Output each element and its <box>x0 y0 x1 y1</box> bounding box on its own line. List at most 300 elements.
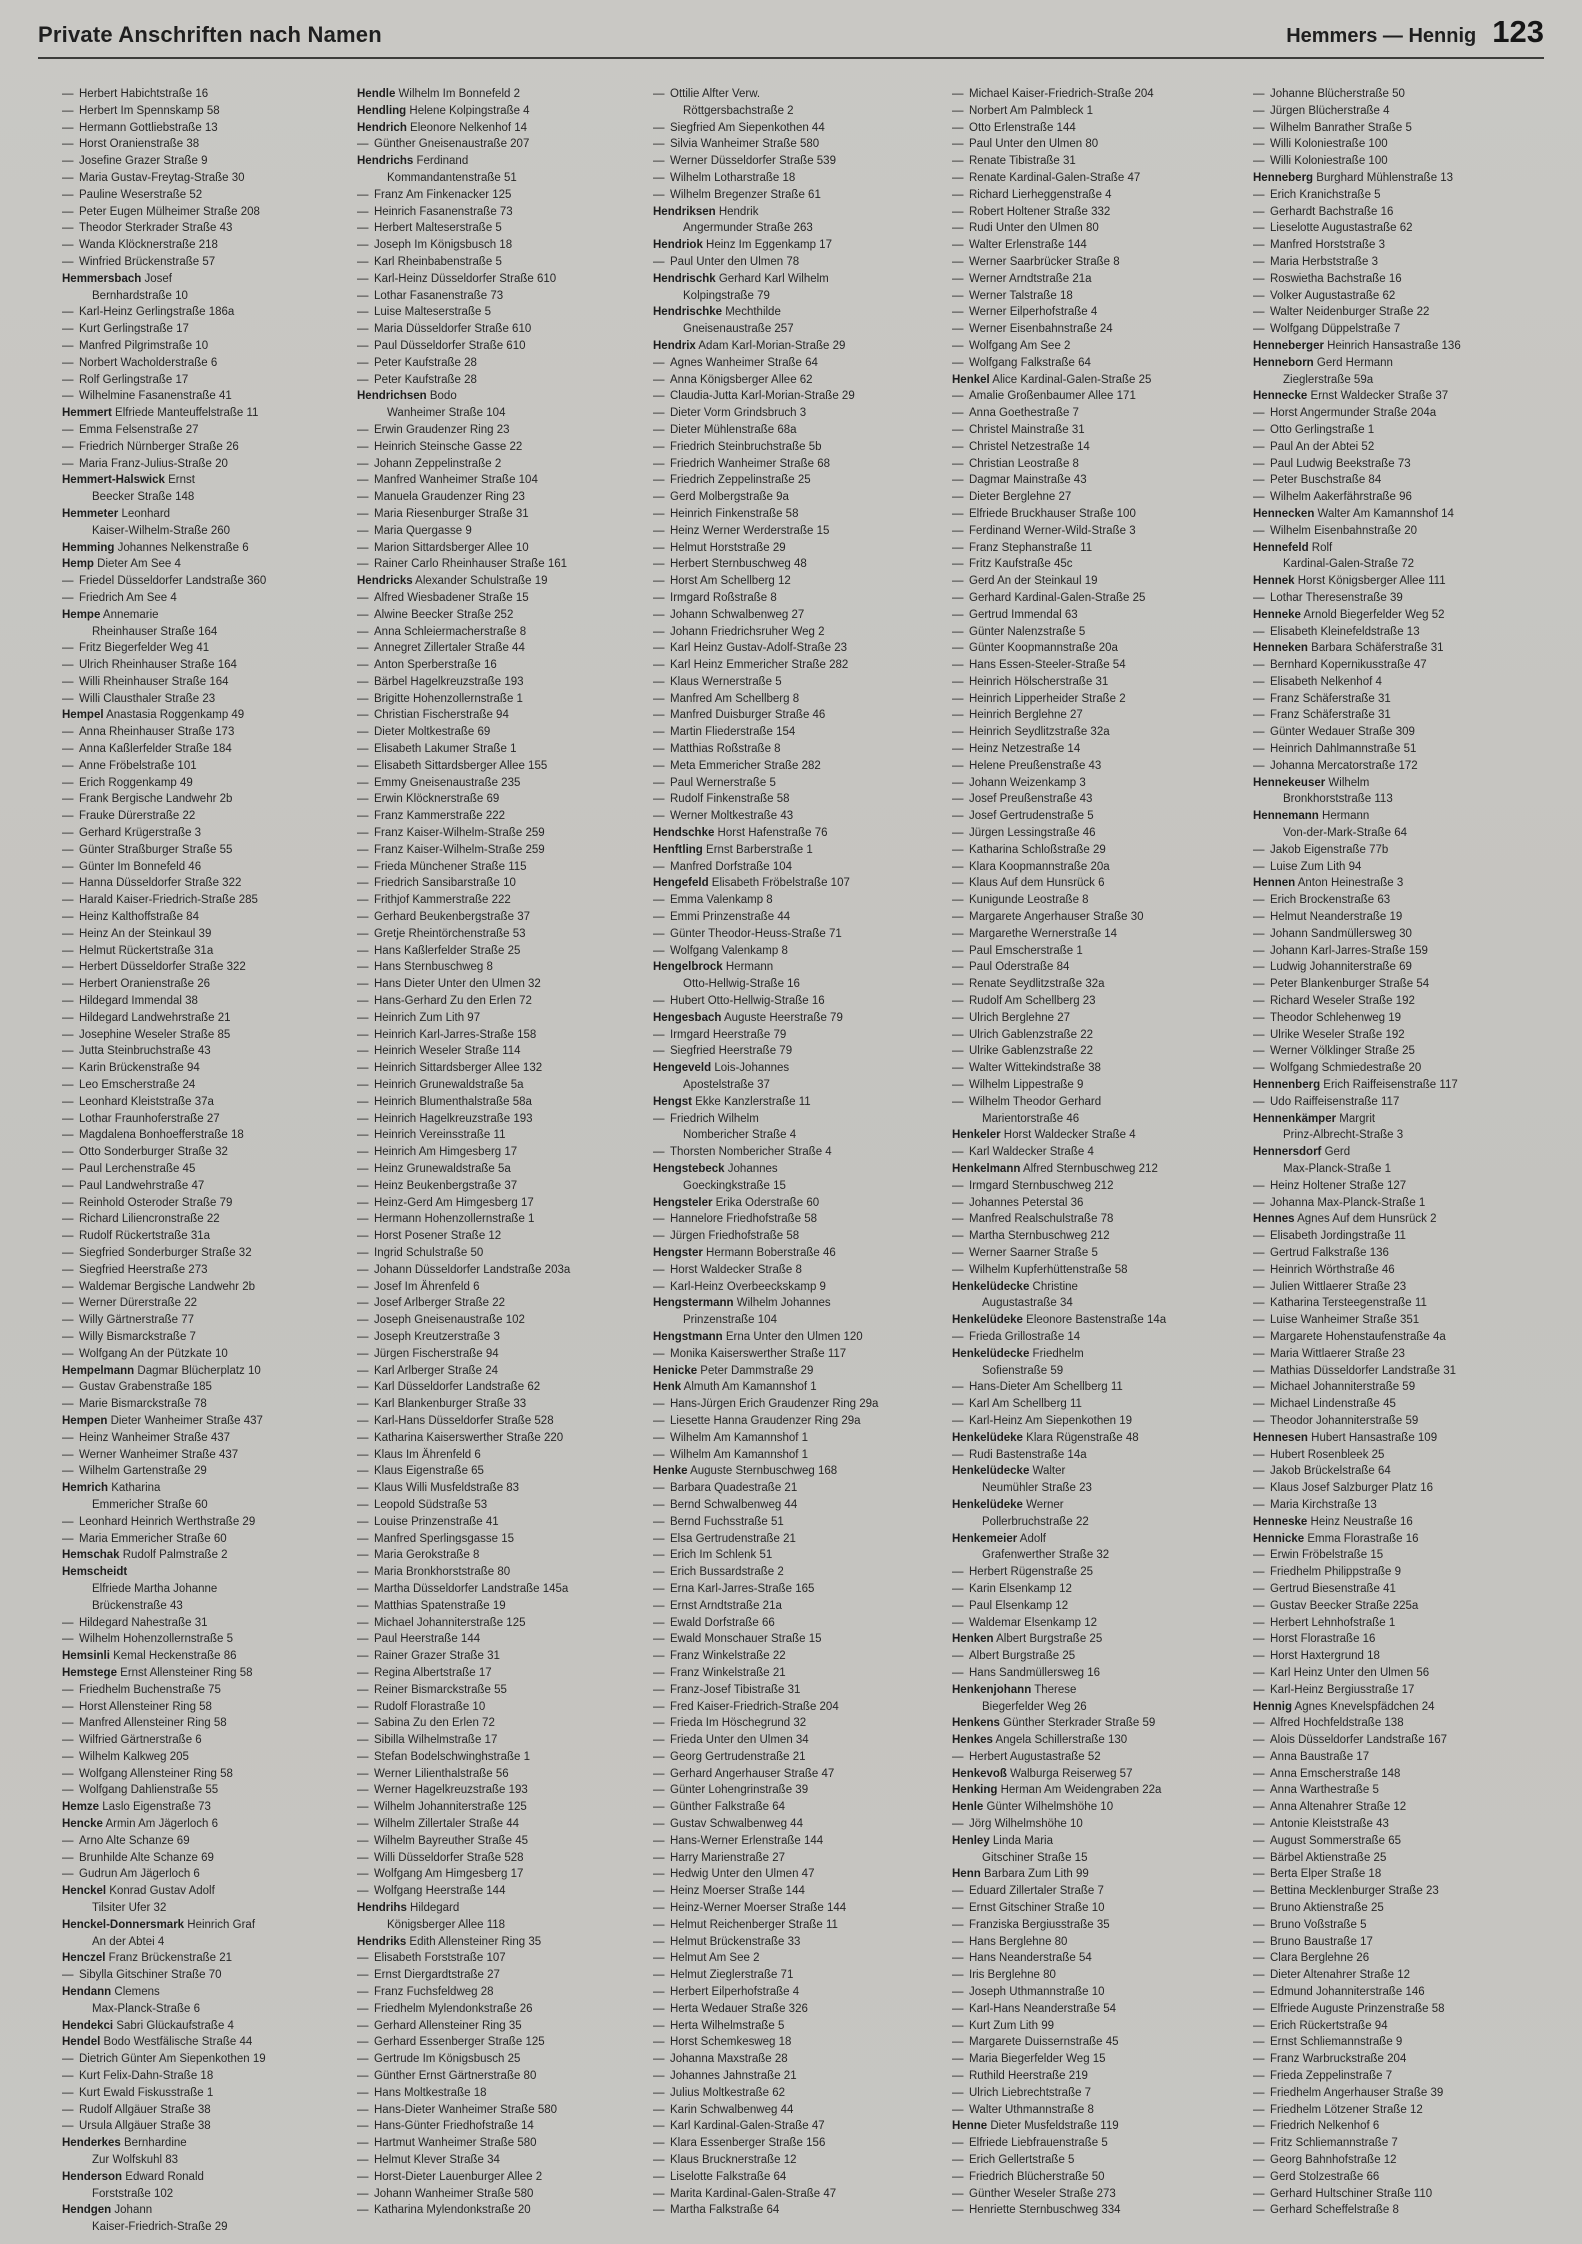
surname-entry-line: Hennefeld Rolf <box>1253 541 1333 554</box>
name-range: Hemmers — Hennig <box>1286 25 1477 47</box>
entry-line <box>653 1917 953 1934</box>
entry-text: Werner Moltkestraße 43 <box>670 810 794 823</box>
entry-text: Heinz Beukenbergstraße 37 <box>374 1179 518 1192</box>
entry-dash: — <box>62 2086 74 2099</box>
entry-text: Norbert Am Palmbleck 1 <box>969 104 1093 117</box>
entry-dash: — <box>62 188 74 201</box>
entry-text: Paul Unter den Ulmen 78 <box>670 255 800 268</box>
surname-text: Hendricks <box>357 575 413 588</box>
entry-line <box>653 1396 953 1413</box>
entry-line <box>62 1967 362 1984</box>
continuation-line: Beecker Straße 148 <box>92 491 195 504</box>
entry-text: Ulrike Weseler Straße 192 <box>1270 1028 1405 1041</box>
entry-line <box>1253 288 1553 305</box>
entry-line <box>952 204 1252 221</box>
entry-text: Friedrich Wilhelm <box>670 1112 759 1125</box>
entry-text: Heinz Grunewaldstraße 5a <box>374 1163 511 1175</box>
entry-line <box>1253 959 1553 976</box>
entry-line <box>653 355 953 372</box>
entry-dash: — <box>1253 88 1265 100</box>
entry-dash: — <box>952 911 964 924</box>
entry-text: Friedhelm Philippstraße 9 <box>1270 1566 1402 1579</box>
entry-dash: — <box>1253 1717 1265 1730</box>
entry-text: Paul Düsseldorfer Straße 610 <box>374 339 526 352</box>
surname-text: Henftling <box>653 843 703 856</box>
surname-entry-line: Henderson Edward Ronald <box>62 2170 204 2183</box>
entry-dash: — <box>653 1263 665 1276</box>
entry-dash: — <box>952 726 964 739</box>
surname-entry-line: Henicke Peter Dammstraße 29 <box>653 1364 814 1377</box>
entry-text: Leonhard Heinrich Werthstraße 29 <box>79 1515 256 1528</box>
entry-text: Ruthild Heerstraße 219 <box>969 2070 1088 2083</box>
surname-entry-line: Henneberger Heinrich Hansastraße 136 <box>1253 339 1461 352</box>
entry-dash: — <box>62 927 74 940</box>
entry-line <box>952 791 1252 808</box>
entry-dash: — <box>62 255 74 268</box>
entry-text: Horst Posener Straße 12 <box>374 1230 502 1243</box>
entry-line <box>653 472 953 489</box>
entry-dash: — <box>1253 1314 1265 1327</box>
entry-dash: — <box>653 1885 665 1898</box>
entry-line <box>952 943 1252 960</box>
entry-text: Emma Valenkamp 8 <box>670 894 773 907</box>
entry-text: Friedhelm Buchenstraße 75 <box>79 1683 221 1696</box>
entry-dash: — <box>1253 188 1265 201</box>
entry-line <box>653 1665 953 1682</box>
entry-line <box>653 607 953 624</box>
entry-text: Karl-Heinz Düsseldorfer Straße 610 <box>374 272 557 285</box>
entry-line <box>1253 204 1553 221</box>
entry-text: Helmut Brückenstraße 33 <box>670 1935 801 1948</box>
entry-text: Ewald Dorfstraße 66 <box>670 1616 775 1629</box>
entry-text: Gustav Beecker Straße 225a <box>1270 1599 1419 1612</box>
entry-line <box>357 288 657 305</box>
entry-dash: — <box>1253 104 1265 117</box>
entry-dash: — <box>357 1498 369 1511</box>
surname-text: Hennenkämper <box>1253 1112 1337 1125</box>
surname-text: Henn <box>952 1868 981 1881</box>
entry-dash: — <box>653 1112 665 1125</box>
entry-dash: — <box>952 961 964 974</box>
entry-line <box>952 2085 1252 2102</box>
entry-dash: — <box>357 440 369 453</box>
entry-dash: — <box>62 1851 74 1864</box>
entry-text: Udo Raiffeisenstraße 117 <box>1270 1095 1400 1108</box>
entry-line <box>357 2118 657 2135</box>
entry-dash: — <box>952 591 964 604</box>
surname-entry-line: Hendle Wilhelm Im Bonnefeld 2 <box>357 88 520 100</box>
entry-dash: — <box>62 356 74 369</box>
entry-dash: — <box>357 1969 369 1982</box>
entry-text: Hubert Otto-Hellwig-Straße 16 <box>670 995 825 1008</box>
entry-text: Manfred Duisburger Straße 46 <box>670 709 826 722</box>
entry-dash: — <box>1253 894 1265 907</box>
entry-dash: — <box>357 255 369 268</box>
entry-line <box>1253 2068 1553 2085</box>
entry-text: Peter Kaufstraße 28 <box>374 356 477 369</box>
entry-line <box>62 170 362 187</box>
entry-text: Ernst Schliemannstraße 9 <box>1270 2036 1403 2049</box>
entry-text: Volker Augustastraße 62 <box>1270 289 1396 302</box>
entry-dash: — <box>357 2070 369 2083</box>
entry-line <box>62 590 362 607</box>
entry-text: Dieter Vorm Grindsbruch 3 <box>670 407 807 420</box>
entry-dash: — <box>62 1179 74 1192</box>
entry-dash: — <box>1253 659 1265 672</box>
entry-text: Heinrich Vereinsstraße 11 <box>374 1129 506 1142</box>
entry-dash: — <box>62 1616 74 1629</box>
entry-line <box>357 859 657 876</box>
entry-text: Franz Winkelstraße 21 <box>670 1666 786 1679</box>
entry-text: Johanna Maxstraße 28 <box>670 2053 788 2066</box>
entry-dash: — <box>1253 2086 1265 2099</box>
entry-dash: — <box>1253 1952 1265 1965</box>
entry-line <box>62 1631 362 1648</box>
entry-dash: — <box>1253 1448 1265 1461</box>
entry-dash: — <box>357 793 369 806</box>
entry-text: Matthias Roßstraße 8 <box>670 743 781 756</box>
entry-text: Antonie Kleiststraße 43 <box>1270 1818 1389 1831</box>
entry-line <box>653 909 953 926</box>
entry-text: Johanne Blücherstraße 50 <box>1270 88 1405 100</box>
entry-line <box>1253 1564 1553 1581</box>
entry-text: Ferdinand Werner-Wild-Straße 3 <box>969 524 1136 537</box>
entry-text: Maria Emmericher Straße 60 <box>79 1532 227 1545</box>
entry-line <box>653 2051 953 2068</box>
entry-text: Martha Sternbuschweg 212 <box>969 1230 1110 1243</box>
surname-entry-line: Hendling Helene Kolpingstraße 4 <box>357 104 530 117</box>
entry-text: Ursula Allgäuer Straße 38 <box>79 2120 211 2133</box>
entry-line <box>653 523 953 540</box>
entry-dash: — <box>357 558 369 571</box>
entry-text: Karl Kardinal-Galen-Straße 47 <box>670 2120 825 2133</box>
surname-entry-line: Henne Dieter Musfeldstraße 119 <box>952 2120 1119 2133</box>
entry-line <box>62 909 362 926</box>
entry-text: Kurt Gerlingstraße 17 <box>79 323 189 336</box>
entry-text: Ludwig Johanniterstraße 69 <box>1270 961 1412 974</box>
entry-text: Günter Theodor-Heuss-Straße 71 <box>670 927 842 940</box>
entry-dash: — <box>653 2120 665 2133</box>
entry-text: Elsa Gertrudenstraße 21 <box>670 1532 796 1545</box>
surname-text: Hennemann <box>1253 810 1319 823</box>
surname-text: Henkes <box>952 1734 993 1747</box>
entry-text: Winfried Brückenstraße 57 <box>79 255 216 268</box>
entry-dash: — <box>62 339 74 352</box>
entry-dash: — <box>357 2103 369 2116</box>
entry-dash: — <box>653 608 665 621</box>
continuation-line: Königsberger Allee 118 <box>387 1918 506 1931</box>
entry-dash: — <box>357 776 369 789</box>
surname-text: Hendrihs <box>357 1902 407 1915</box>
entry-line <box>1253 237 1553 254</box>
entry-dash: — <box>62 1683 74 1696</box>
entry-line <box>62 859 362 876</box>
entry-line <box>1253 1782 1553 1799</box>
entry-dash: — <box>952 339 964 352</box>
entry-dash: — <box>357 1750 369 1763</box>
surname-text: Hennek <box>1253 575 1295 588</box>
surname-text: Henkevoß <box>952 1767 1007 1780</box>
entry-text: Hildegard Nahestraße 31 <box>79 1616 208 1629</box>
entry-text: Hans-Günter Friedhofstraße 14 <box>374 2120 534 2133</box>
entry-dash: — <box>357 339 369 352</box>
entry-line <box>357 237 657 254</box>
surname-text: Hengster <box>653 1246 703 1259</box>
entry-line <box>357 506 657 523</box>
entry-line <box>357 2018 657 2035</box>
entry-line <box>357 2202 657 2219</box>
entry-dash: — <box>1253 2019 1265 2032</box>
entry-line <box>952 1447 1252 1464</box>
entry-text: Hartmut Wanheimer Straße 580 <box>374 2137 537 2150</box>
surname-text: Henkelüdeke <box>952 1431 1023 1444</box>
entry-dash: — <box>62 1079 74 1092</box>
surname-entry-line: Henkeler Horst Waldecker Straße 4 <box>952 1129 1136 1142</box>
entry-dash: — <box>1253 944 1265 957</box>
entry-text: Friedrich Am See 4 <box>79 591 177 604</box>
entry-dash: — <box>653 1230 665 1243</box>
entry-text: Frieda Grillostraße 14 <box>969 1330 1081 1343</box>
entry-text: Heinz-Gerd Am Himgesberg 17 <box>374 1196 534 1209</box>
entry-dash: — <box>952 1986 964 1999</box>
entry-dash: — <box>1253 2002 1265 2015</box>
entry-text: Stefan Bodelschwinghstraße 1 <box>374 1750 530 1763</box>
entry-dash: — <box>62 759 74 772</box>
surname-entry-line: Hendrichs Ferdinand <box>357 155 469 168</box>
entry-line <box>357 993 657 1010</box>
entry-text: Hans Dieter Unter den Ulmen 32 <box>374 978 541 991</box>
surname-entry-line: Henke Auguste Sternbuschweg 168 <box>653 1465 838 1478</box>
entry-text: Karl-Hans Neanderstraße 54 <box>969 2002 1117 2015</box>
entry-line <box>952 1816 1252 1833</box>
entry-text: Wolfgang An der Pützkate 10 <box>79 1347 228 1360</box>
entry-text: Erich Roggenkamp 49 <box>79 776 193 789</box>
entry-text: Wilhelm Kupferhüttenstraße 58 <box>969 1263 1128 1276</box>
entry-dash: — <box>1253 306 1265 319</box>
entry-text: Günther Weseler Straße 273 <box>969 2187 1116 2200</box>
entry-dash: — <box>357 978 369 991</box>
surname-text: Hennefeld <box>1253 541 1309 554</box>
surname-entry-line: Hemmert Elfriede Manteuffelstraße 11 <box>62 407 259 420</box>
entry-text: Bernd Schwalbenweg 44 <box>670 1498 798 1511</box>
entry-text: Willi Rheinhauser Straße 164 <box>79 675 229 688</box>
entry-line <box>952 624 1252 641</box>
entry-dash: — <box>357 423 369 436</box>
entry-text: Karl Waldecker Straße 4 <box>969 1146 1094 1159</box>
entry-text: Wilhelm Lippestraße 9 <box>969 1079 1084 1092</box>
entry-text: Erwin Klöcknerstraße 69 <box>374 793 500 806</box>
entry-dash: — <box>952 776 964 789</box>
entry-dash: — <box>653 1734 665 1747</box>
entry-line <box>1253 489 1553 506</box>
entry-dash: — <box>357 894 369 907</box>
entry-text: Robert Holtener Straße 332 <box>969 205 1111 218</box>
entry-dash: — <box>62 2103 74 2116</box>
entry-text: Günter Straßburger Straße 55 <box>79 843 233 856</box>
entry-dash: — <box>357 507 369 520</box>
entry-dash: — <box>1253 2154 1265 2167</box>
entry-dash: — <box>62 776 74 789</box>
entry-text: Friedrich Zeppelinstraße 25 <box>670 474 811 487</box>
entry-line <box>357 1833 657 1850</box>
entry-line <box>1253 926 1553 943</box>
entry-dash: — <box>952 1969 964 1982</box>
entry-dash: — <box>952 524 964 537</box>
entry-dash: — <box>357 1834 369 1847</box>
entry-line <box>653 1111 953 1128</box>
surname-entry-line: Henneborn Gerd Hermann <box>1253 356 1393 369</box>
entry-dash: — <box>62 575 74 588</box>
entry-line <box>357 1043 657 1060</box>
entry-text: Arno Alte Schanze 69 <box>79 1834 190 1847</box>
entry-line <box>952 472 1252 489</box>
continuation-line: Augustastraße 34 <box>982 1297 1073 1310</box>
entry-dash: — <box>62 1448 74 1461</box>
entry-dash: — <box>653 659 665 672</box>
entry-dash: — <box>357 2086 369 2099</box>
entry-line <box>653 1279 953 1296</box>
entry-line <box>357 1682 657 1699</box>
entry-line <box>952 1665 1252 1682</box>
entry-text: Karl-Hans Düsseldorfer Straße 528 <box>374 1414 554 1427</box>
entry-dash: — <box>1253 440 1265 453</box>
entry-text: Karl-Heinz Overbeeckskamp 9 <box>670 1280 826 1293</box>
entry-dash: — <box>62 1532 74 1545</box>
entry-dash: — <box>653 2187 665 2200</box>
entry-dash: — <box>1253 1666 1265 1679</box>
directory-column <box>1253 86 1553 2219</box>
entry-line <box>62 640 362 657</box>
surname-text: Hennersdorf <box>1253 1146 1322 1159</box>
entry-dash: — <box>357 356 369 369</box>
entry-text: Karl Am Schellberg 11 <box>969 1398 1082 1411</box>
entry-line <box>952 741 1252 758</box>
continuation-line: Bernhardstraße 10 <box>92 289 188 302</box>
entry-line <box>1253 1715 1553 1732</box>
entry-line <box>62 691 362 708</box>
entry-dash: — <box>952 2154 964 2167</box>
entry-line <box>653 2102 953 2119</box>
entry-dash: — <box>357 743 369 756</box>
entry-text: August Sommerstraße 65 <box>1270 1834 1402 1847</box>
entry-dash: — <box>1253 911 1265 924</box>
entry-dash: — <box>952 423 964 436</box>
entry-dash: — <box>653 1448 665 1461</box>
entry-dash: — <box>1253 1045 1265 1058</box>
entry-dash: — <box>62 810 74 823</box>
entry-dash: — <box>653 1700 665 1713</box>
entry-dash: — <box>952 171 964 184</box>
entry-dash: — <box>952 155 964 168</box>
entry-line <box>952 2169 1252 2186</box>
entry-text: Kurt Felix-Dahn-Straße 18 <box>79 2070 214 2083</box>
entry-line <box>952 926 1252 943</box>
entry-line <box>357 1816 657 1833</box>
entry-line <box>952 1564 1252 1581</box>
entry-text: Heinz Holtener Straße 127 <box>1270 1179 1407 1192</box>
entry-text: Friedhelm Angerhauser Straße 39 <box>1270 2086 1444 2099</box>
surname-text: Henczel <box>62 1952 106 1965</box>
entry-line <box>1253 1262 1553 1279</box>
entry-text: Fred Kaiser-Friedrich-Straße 204 <box>670 1700 839 1713</box>
entry-text: Walter Wittekindstraße 38 <box>969 1062 1101 1075</box>
surname-text: Hennecken <box>1253 507 1315 520</box>
entry-text: Karin Elsenkamp 12 <box>969 1582 1072 1595</box>
entry-text: Richard Liliencronstraße 22 <box>79 1213 220 1226</box>
entry-dash: — <box>357 1280 369 1293</box>
entry-line <box>62 775 362 792</box>
entry-line <box>1253 2051 1553 2068</box>
entry-text: Karl Heinz Emmericher Straße 282 <box>670 659 849 672</box>
entry-text: Helmut Am See 2 <box>670 1952 760 1965</box>
entry-line <box>62 1144 362 1161</box>
surname-text: Henderson <box>62 2170 123 2183</box>
entry-dash: — <box>62 1717 74 1730</box>
entry-dash: — <box>1253 709 1265 722</box>
entry-dash: — <box>653 541 665 554</box>
entry-dash: — <box>357 1011 369 1024</box>
entry-line <box>62 1396 362 1413</box>
entry-text: Werner Lilienthalstraße 56 <box>374 1767 509 1780</box>
entry-dash: — <box>1253 1196 1265 1209</box>
surname-entry-line: Hendricks Alexander Schulstraße 19 <box>357 575 548 588</box>
entry-line <box>653 657 953 674</box>
surname-text: Hempel <box>62 709 104 722</box>
entry-text: Wilhelm Bayreuther Straße 45 <box>374 1834 529 1847</box>
entry-text: Dieter Moltkestraße 69 <box>374 726 491 739</box>
entry-text: Martin Fliederstraße 154 <box>670 726 796 739</box>
surname-entry-line: Henneken Barbara Schäferstraße 31 <box>1253 642 1444 655</box>
entry-text: Walter Erlenstraße 144 <box>969 239 1087 252</box>
entry-dash: — <box>653 625 665 638</box>
entry-line <box>62 1430 362 1447</box>
entry-text: Wolfgang Dahlienstraße 55 <box>79 1784 219 1797</box>
surname-text: Hemmeter <box>62 507 119 520</box>
entry-dash: — <box>1253 1347 1265 1360</box>
entry-text: Siegfried Heerstraße 79 <box>670 1045 793 1058</box>
entry-dash: — <box>653 1146 665 1159</box>
entry-line <box>952 724 1252 741</box>
entry-dash: — <box>952 356 964 369</box>
entry-text: Hans Berglehne 80 <box>969 1935 1068 1948</box>
surname-entry-line: Hendel Bodo Westfälische Straße 44 <box>62 2036 253 2049</box>
entry-line <box>357 1447 657 1464</box>
entry-text: Hans Neanderstraße 54 <box>969 1952 1092 1965</box>
entry-dash: — <box>62 104 74 117</box>
entry-line <box>952 523 1252 540</box>
entry-text: Alois Düsseldorfer Landstraße 167 <box>1270 1734 1448 1747</box>
surname-entry-line: Hempelmann Dagmar Blücherplatz 10 <box>62 1364 261 1377</box>
entry-line <box>62 1245 362 1262</box>
entry-line <box>952 1883 1252 1900</box>
entry-line <box>653 1850 953 1867</box>
entry-dash: — <box>653 894 665 907</box>
entry-text: Sibylla Gitschiner Straße 70 <box>79 1969 222 1982</box>
entry-dash: — <box>1253 491 1265 504</box>
surname-entry-line: Hemmert-Halswick Ernst <box>62 474 195 487</box>
entry-line <box>62 1195 362 1212</box>
entry-dash: — <box>653 2137 665 2150</box>
entry-text: Horst Am Schellberg 12 <box>670 575 791 588</box>
entry-text: Heinz Moerser Straße 144 <box>670 1885 805 1898</box>
entry-text: Johann Sandmüllersweg 30 <box>1270 927 1412 940</box>
entry-text: Meta Emmericher Straße 282 <box>670 759 821 772</box>
entry-text: Reinhold Osteroder Straße 79 <box>79 1196 233 1209</box>
entry-line <box>62 842 362 859</box>
entry-line <box>357 1010 657 1027</box>
surname-entry-line: Henczel Franz Brückenstraße 21 <box>62 1952 233 1965</box>
entry-dash: — <box>357 726 369 739</box>
